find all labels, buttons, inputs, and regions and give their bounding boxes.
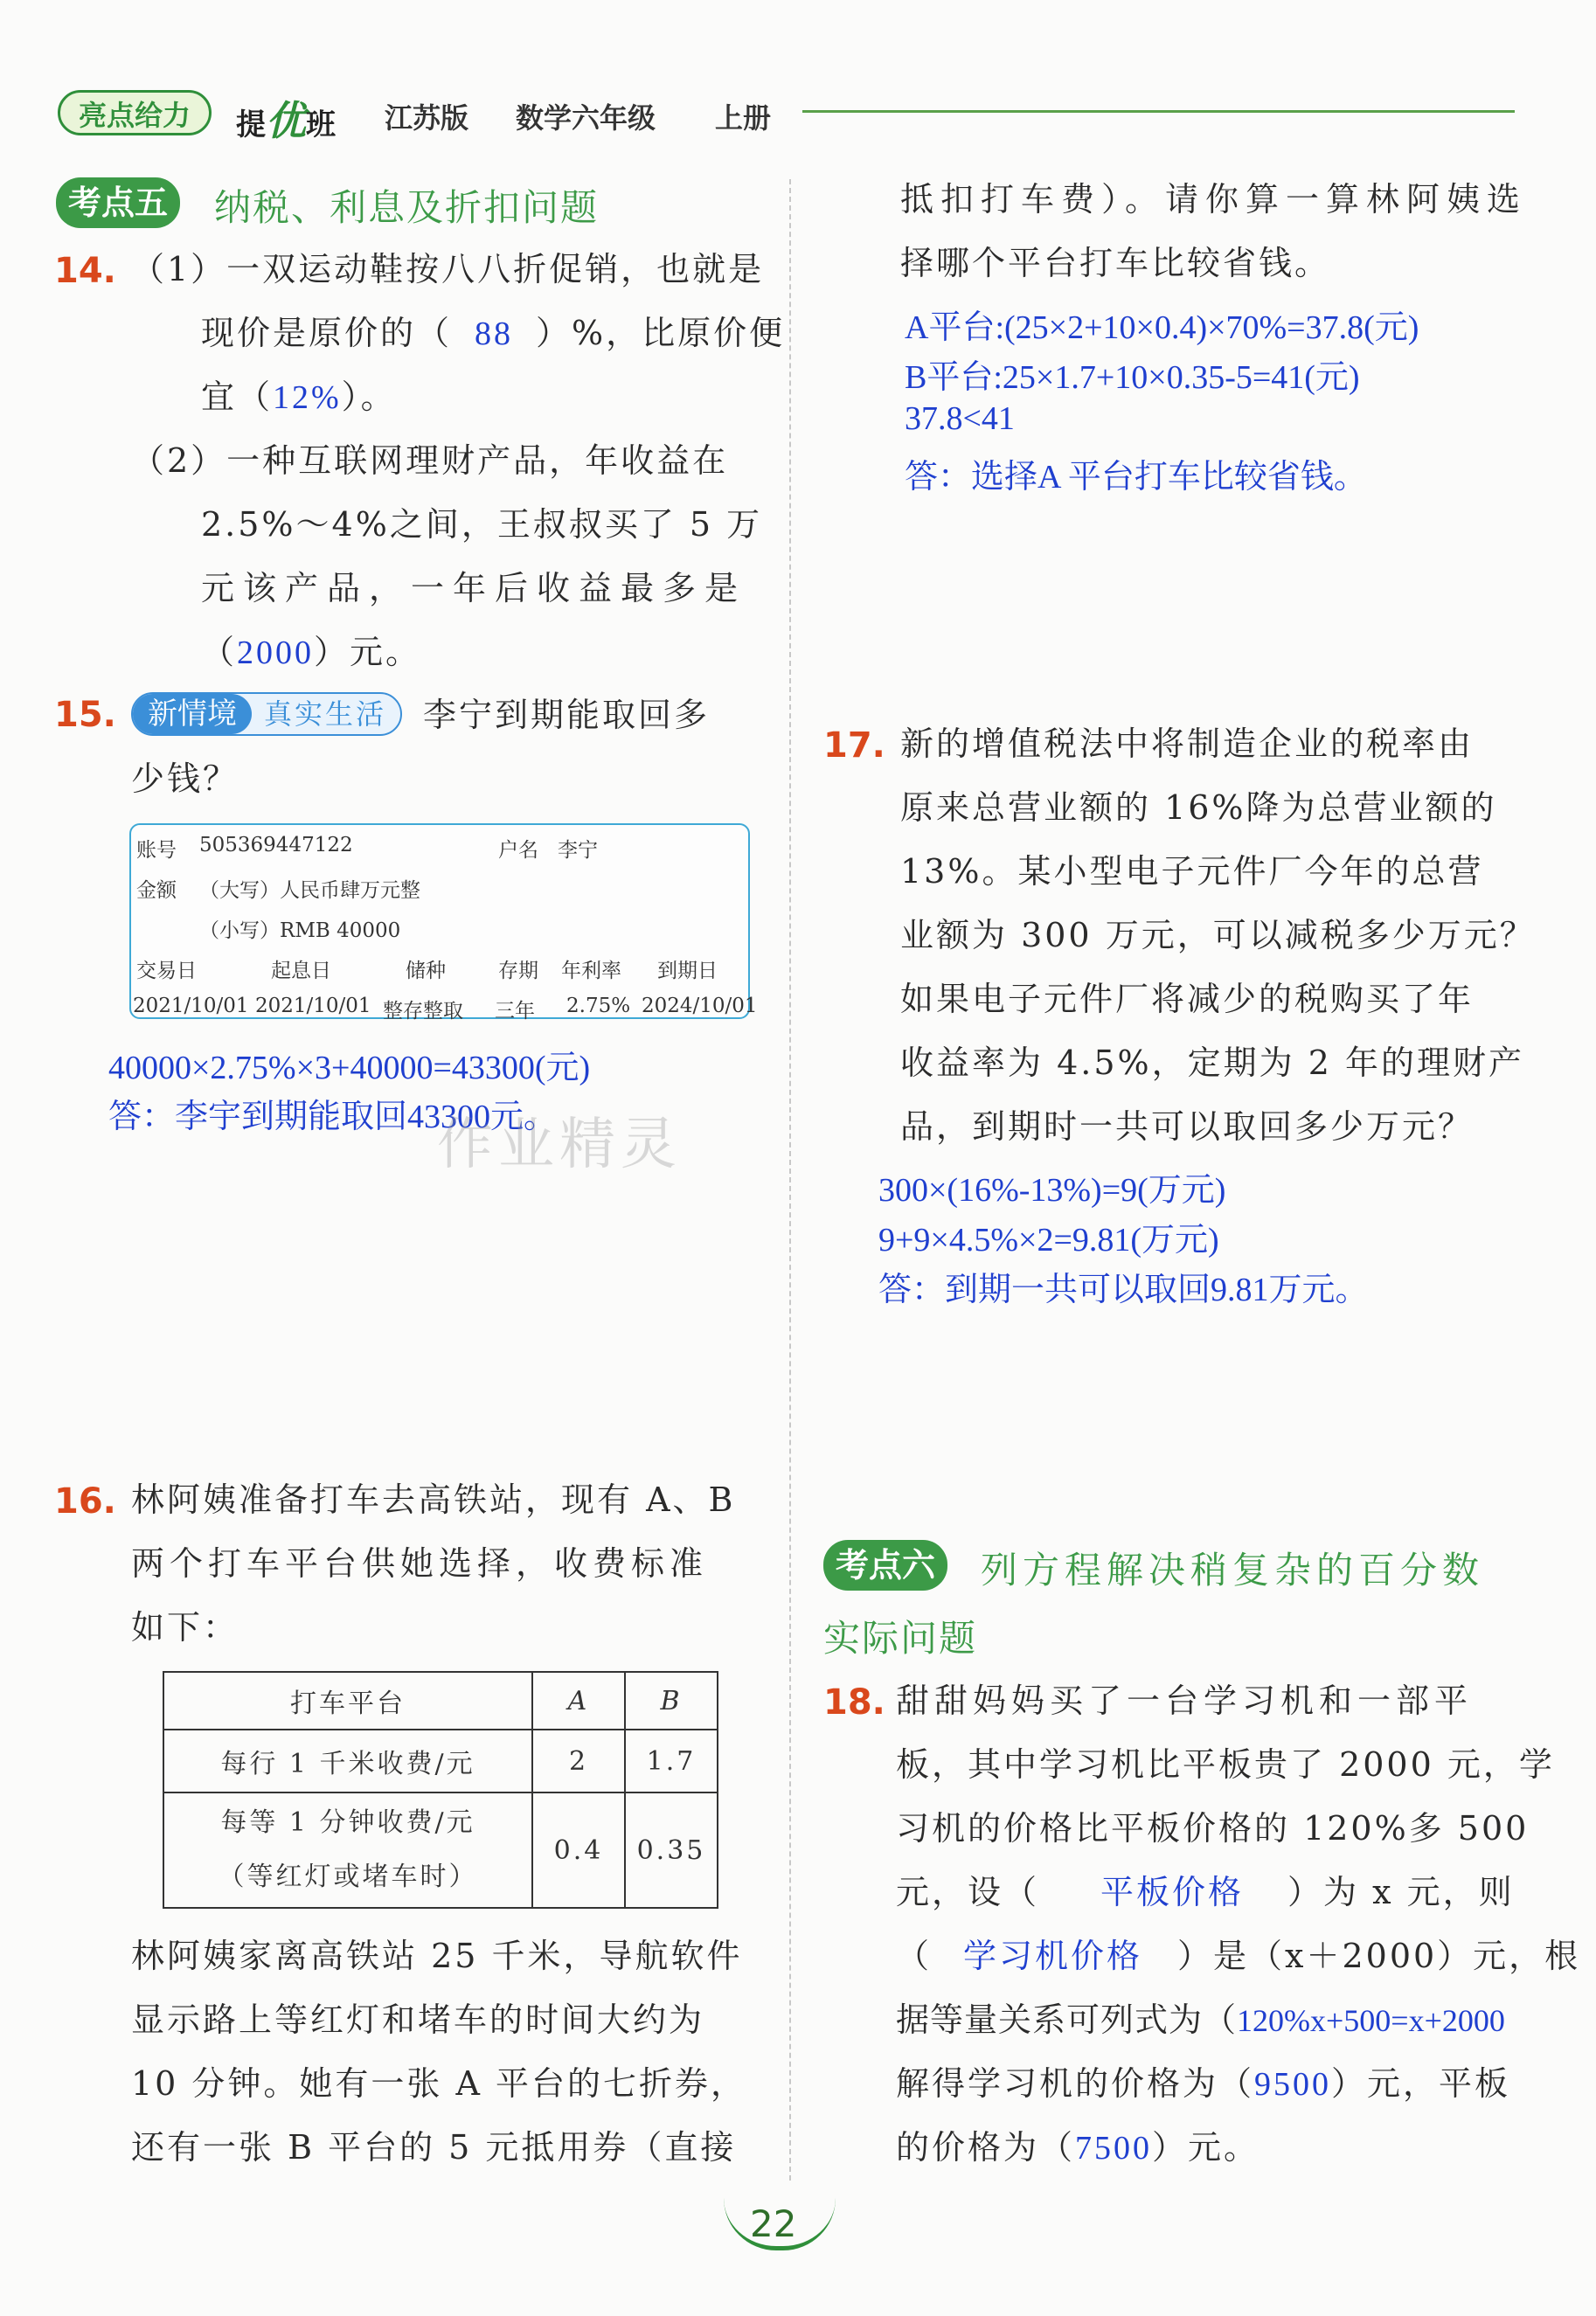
- q18-line6a: 据等量关系可列式为（: [896, 2000, 1238, 2039]
- q17-line3: 13%。某小型电子元件厂今年的总营: [900, 852, 1484, 891]
- q15-answer-1: 40000×2.75%×3+40000=43300(元): [108, 1050, 591, 1086]
- fee-header-platform: 打车平台: [163, 1672, 532, 1730]
- q14-p1-line3a: 宜（: [201, 378, 274, 416]
- header-maturity: 到期日: [657, 960, 718, 982]
- q18-answer-3: 120%x+500=x+2000: [1237, 2003, 1505, 2038]
- q18-line7b: ）元，平板: [1331, 2064, 1511, 2103]
- q15-answer-2: 答：李宇到期能取回43300元。: [108, 1099, 558, 1135]
- brand-badge: 亮点给力: [58, 90, 212, 135]
- q14-p2-line2: 2.5%～4%之间，王叔叔买了 5 万: [201, 505, 763, 544]
- header-rule: [802, 110, 1515, 113]
- section6-title-line2: 实际问题: [823, 1617, 978, 1660]
- q17-line2: 原来总营业额的 16%降为总营业额的: [900, 788, 1497, 827]
- q18-line3: 习机的价格比平板价格的 120%多 500: [896, 1809, 1530, 1848]
- q17-answer-3: 答：到期一共可以取回9.81万元。: [878, 1272, 1369, 1308]
- q18-line8: [896, 2116, 1259, 2180]
- q16-line1: 林阿姨准备打车去高铁站，现有 A、B: [131, 1480, 736, 1519]
- q16-line2: 两个打车平台供她选择，收费标准: [131, 1544, 709, 1583]
- q18-line7a: 解得学习机的价格为（: [896, 2064, 1255, 2103]
- q14-p2-line4: [201, 621, 421, 684]
- q18-line8b: ）元。: [1152, 2128, 1260, 2167]
- header-term: 存期: [498, 960, 538, 982]
- account-name: 李宁: [558, 839, 598, 862]
- q18-line5: [896, 1924, 1580, 1988]
- account-label: 账号: [136, 839, 177, 862]
- value-deposit-type: 整存整取: [383, 1000, 463, 1023]
- q17-answer-2: 9+9×4.5%×2=9.81(万元): [878, 1222, 1219, 1259]
- q18-line4: [896, 1861, 1515, 1924]
- series-name: [236, 89, 336, 147]
- value-trade-date: 2021/10/01: [133, 995, 249, 1017]
- fee-row2-label: [163, 1792, 532, 1908]
- fee-row1-a: 2: [532, 1730, 625, 1792]
- q17-line1: 新的增值税法中将制造企业的税率由: [900, 725, 1475, 763]
- section5-tag: 考点五: [56, 177, 180, 228]
- watermark: 作业精灵: [437, 1113, 682, 1177]
- q14-p1-line3b: ）。: [341, 378, 397, 416]
- q17-answer-1: 300×(16%-13%)=9(万元): [878, 1172, 1226, 1209]
- q16-answer-3: 37.8<41: [905, 400, 1015, 437]
- amount-label: 金额: [136, 879, 177, 902]
- header-value-date: 起息日: [271, 960, 331, 982]
- q18-line1: 甜甜妈妈买了一台学习机和一部平: [896, 1682, 1474, 1720]
- q14-p1-line1: （1）一双运动鞋按八八折促销，也就是: [131, 250, 765, 288]
- value-value-date: 2021/10/01: [255, 995, 371, 1017]
- q16-answer-1: A平台:(25×2+10×0.4)×70%=37.8(元): [905, 309, 1419, 346]
- header-rate: 年利率: [561, 960, 621, 982]
- q17-line7: 品，到期时一共可以取回多少万元？: [900, 1107, 1475, 1146]
- column-divider: [789, 179, 791, 2181]
- fee-row2-b: 0.35: [625, 1792, 718, 1908]
- q15-line1: 李宁到期能取回多: [423, 696, 711, 734]
- fee-row2-label-line1: 每等 1 分钟收费/元: [220, 1807, 475, 1838]
- amount-uppercase: （大写）人民币肆万元整: [199, 879, 420, 902]
- bank-certificate: [129, 823, 758, 1023]
- q16-number: 16.: [54, 1481, 116, 1522]
- section6-tag: 考点六: [823, 1540, 947, 1591]
- q16-after-line4: 还有一张 B 平台的 5 元抵用券（直接: [131, 2128, 737, 2167]
- q14-p2-line1: （2）一种互联网理财产品，年收益在: [131, 441, 729, 480]
- q18-line8a: 的价格为（: [896, 2128, 1076, 2167]
- q18-line4a: 元，设（: [896, 1873, 1040, 1911]
- q14-p1-line2b: ）%，比原价便: [536, 314, 786, 352]
- q16-answer-2: B平台:25×1.7+10×0.35-5=41(元): [905, 359, 1360, 396]
- q14-p2-line4a: （: [201, 633, 238, 671]
- q14-p1-line2: [201, 302, 785, 365]
- q18-answer-5: 7500: [1075, 2130, 1153, 2167]
- fee-row1-b: 1.7: [625, 1730, 718, 1792]
- account-number: 505369447122: [199, 834, 353, 856]
- edition: 江苏版: [385, 101, 469, 135]
- q14-p1-line2a: 现价是原价的（: [201, 314, 453, 352]
- series-pre: 提: [236, 107, 266, 142]
- q14-p2-line4b: ）元。: [314, 633, 422, 671]
- series-post: 班: [306, 107, 336, 142]
- q17-line6: 收益率为 4.5%，定期为 2 年的理财产: [900, 1044, 1524, 1082]
- value-term: 三年: [495, 1000, 535, 1023]
- value-maturity: 2024/10/01: [642, 995, 758, 1017]
- q16-cont-line2: 择哪个平台打车比较省钱。: [900, 244, 1331, 282]
- q14-p1-line3: [201, 365, 397, 429]
- subject: 数学六年级: [516, 101, 656, 135]
- q14-number: 14.: [54, 251, 116, 291]
- q14-p2-line3: 元该产品，一年后收益最多是: [201, 569, 747, 607]
- q18-line7: [896, 2052, 1510, 2116]
- amount-lowercase: （小写）RMB 40000: [199, 919, 401, 942]
- q18-number: 18.: [823, 1682, 885, 1723]
- q16-after-line2: 显示路上等红灯和堵车的时间大约为: [131, 2000, 705, 2039]
- q16-after-line3: 10 分钟。她有一张 A 平台的七折券，: [131, 2064, 747, 2103]
- q14-answer-3: 2000: [237, 634, 315, 671]
- q16-line3: 如下：: [131, 1608, 239, 1647]
- q17-line4: 业额为 300 万元，可以减税多少万元？: [900, 916, 1536, 954]
- section6-title-line1: 列方程解决稍复杂的百分数: [981, 1549, 1485, 1591]
- badge-new-context: 新情境: [133, 694, 252, 734]
- q18-line5b: ）是（x＋2000）元，根: [1177, 1937, 1581, 1975]
- q17-number: 17.: [823, 725, 885, 766]
- q18-answer-2: 学习机价格: [963, 1938, 1143, 1975]
- header-deposit-type: 储种: [406, 960, 446, 982]
- value-rate: 2.75%: [566, 995, 631, 1017]
- q18-line2: 板，其中学习机比平板贵了 2000 元，学: [896, 1745, 1555, 1784]
- q18-answer-4: 9500: [1254, 2066, 1332, 2103]
- series-you: 优: [266, 97, 306, 144]
- fee-table: [163, 1671, 718, 1909]
- section5-title: 纳税、利息及折扣问题: [214, 186, 600, 229]
- q14-answer-2: 12%: [273, 379, 342, 416]
- q14-answer-1: 88: [475, 316, 514, 352]
- q17-line5: 如果电子元件厂将减少的税购买了年: [900, 980, 1475, 1018]
- q16-cont-line1: 抵扣打车费）。请你算一算林阿姨选: [900, 180, 1528, 218]
- fee-row2-a: 0.4: [532, 1792, 625, 1908]
- fee-row2-label-line2: （等红灯或堵车时）: [218, 1862, 478, 1892]
- new-context-badge: [131, 692, 402, 736]
- fee-header-b: B: [625, 1672, 718, 1730]
- fee-row1-label: 每行 1 千米收费/元: [163, 1730, 532, 1792]
- fee-header-a: A: [532, 1672, 625, 1730]
- badge-real-life: 真实生活: [264, 697, 387, 731]
- volume: 上册: [715, 101, 772, 135]
- q16-after-line1: 林阿姨家离高铁站 25 千米，导航软件: [131, 1937, 743, 1975]
- page-number: 22: [750, 2202, 797, 2245]
- q15-line2: 少钱？: [131, 759, 239, 798]
- q18-answer-1: 平板价格: [1100, 1875, 1245, 1911]
- q18-line4b: ）为 x 元，则: [1287, 1873, 1515, 1911]
- q18-line6: [896, 1988, 1505, 2052]
- q15-number: 15.: [54, 695, 116, 735]
- q16-answer-4: 答：选择A 平台打车比较省钱。: [905, 459, 1367, 496]
- q18-line5a: （: [896, 1937, 933, 1975]
- name-label: 户名: [498, 839, 538, 862]
- header-trade-date: 交易日: [136, 960, 197, 982]
